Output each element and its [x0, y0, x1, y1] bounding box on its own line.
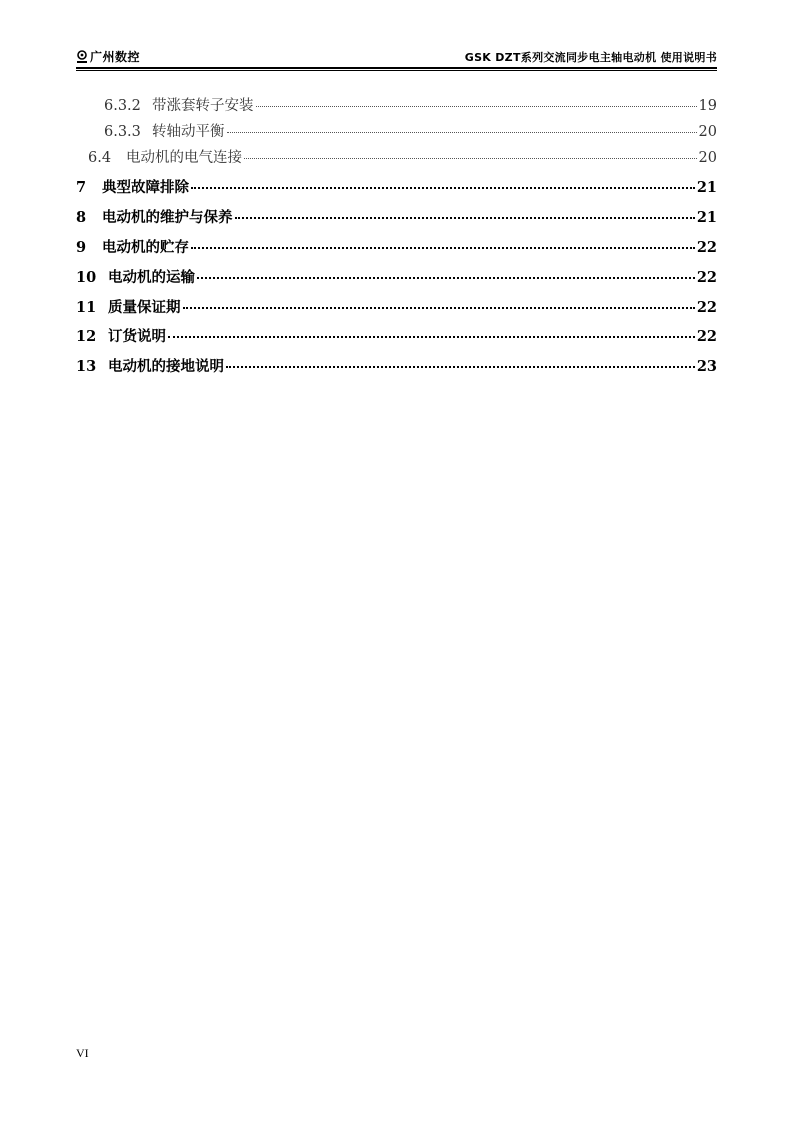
- header-rule: [76, 67, 717, 69]
- toc-dot-leader: [168, 336, 695, 338]
- toc-entry-title: 典型故障排除: [102, 179, 189, 196]
- toc-dot-leader: [191, 247, 695, 249]
- toc-entry-page: 19: [698, 98, 717, 114]
- toc-entry-number: 6.3.2: [104, 98, 141, 114]
- document-title: GSK DZT系列交流同步电主轴电动机 使用说明书: [464, 51, 717, 64]
- toc-entry-title: 电动机的维护与保养: [102, 209, 233, 226]
- toc-entry-title: 质量保证期: [108, 299, 181, 316]
- toc-entry-number: 10: [76, 269, 97, 286]
- toc-entry-page: 22: [696, 239, 717, 256]
- toc-entry[interactable]: [76, 176, 717, 198]
- toc-entry[interactable]: [104, 120, 717, 142]
- logo-text: 广州数控: [90, 50, 141, 64]
- toc-entry-number: 13: [76, 358, 97, 375]
- page-number: VI: [76, 1046, 89, 1060]
- toc-entry-title: 电动机的电气连接: [126, 150, 242, 166]
- toc-entry[interactable]: [76, 355, 717, 377]
- toc-entry[interactable]: [76, 206, 717, 228]
- toc-entry-title: 电动机的贮存: [102, 239, 189, 256]
- toc-entry-title: 订货说明: [108, 328, 166, 345]
- toc-entry[interactable]: [104, 94, 717, 116]
- toc-entry-page: 20: [698, 124, 717, 140]
- toc-entry-title: 电动机的运输: [108, 269, 195, 286]
- toc-entry-page: 23: [696, 358, 717, 375]
- toc-entry[interactable]: [88, 146, 717, 168]
- toc-entry-title: 带涨套转子安装: [152, 98, 254, 114]
- toc-entry-page: 22: [696, 269, 717, 286]
- toc-entry[interactable]: [76, 236, 717, 258]
- toc-dot-leader: [183, 307, 695, 309]
- toc-entry-number: 7: [76, 179, 87, 196]
- toc-entry-page: 20: [698, 150, 717, 166]
- toc-entry-page: 21: [696, 179, 717, 196]
- toc-entry-number: 8: [76, 209, 87, 226]
- gsk-logo: [76, 48, 140, 65]
- gsk-logo-icon: [76, 50, 88, 64]
- toc-dot-leader: [256, 106, 697, 107]
- toc-entry-number: 11: [76, 299, 97, 316]
- toc-entry-number: 6.4: [88, 150, 112, 166]
- toc-dot-leader: [197, 277, 695, 279]
- toc-entry-number: 9: [76, 239, 87, 256]
- toc-entry-title: 电动机的接地说明: [108, 358, 224, 375]
- toc-dot-leader: [235, 217, 695, 219]
- header-rule-thin: [76, 70, 717, 71]
- toc-dot-leader: [191, 187, 695, 189]
- toc-entry-page: 22: [696, 328, 717, 345]
- toc-entry[interactable]: [76, 296, 717, 318]
- toc-entry-number: 12: [76, 328, 97, 345]
- toc-entry-page: 22: [696, 299, 717, 316]
- toc-entry-number: 6.3.3: [104, 124, 141, 140]
- toc-entry[interactable]: [76, 325, 717, 347]
- toc-dot-leader: [244, 158, 697, 159]
- toc-dot-leader: [226, 366, 695, 368]
- toc-dot-leader: [227, 132, 697, 133]
- page-header: [76, 47, 717, 67]
- toc-entry-page: 21: [696, 209, 717, 226]
- toc-entry[interactable]: [76, 266, 717, 288]
- toc-entry-title: 转轴动平衡: [152, 124, 225, 140]
